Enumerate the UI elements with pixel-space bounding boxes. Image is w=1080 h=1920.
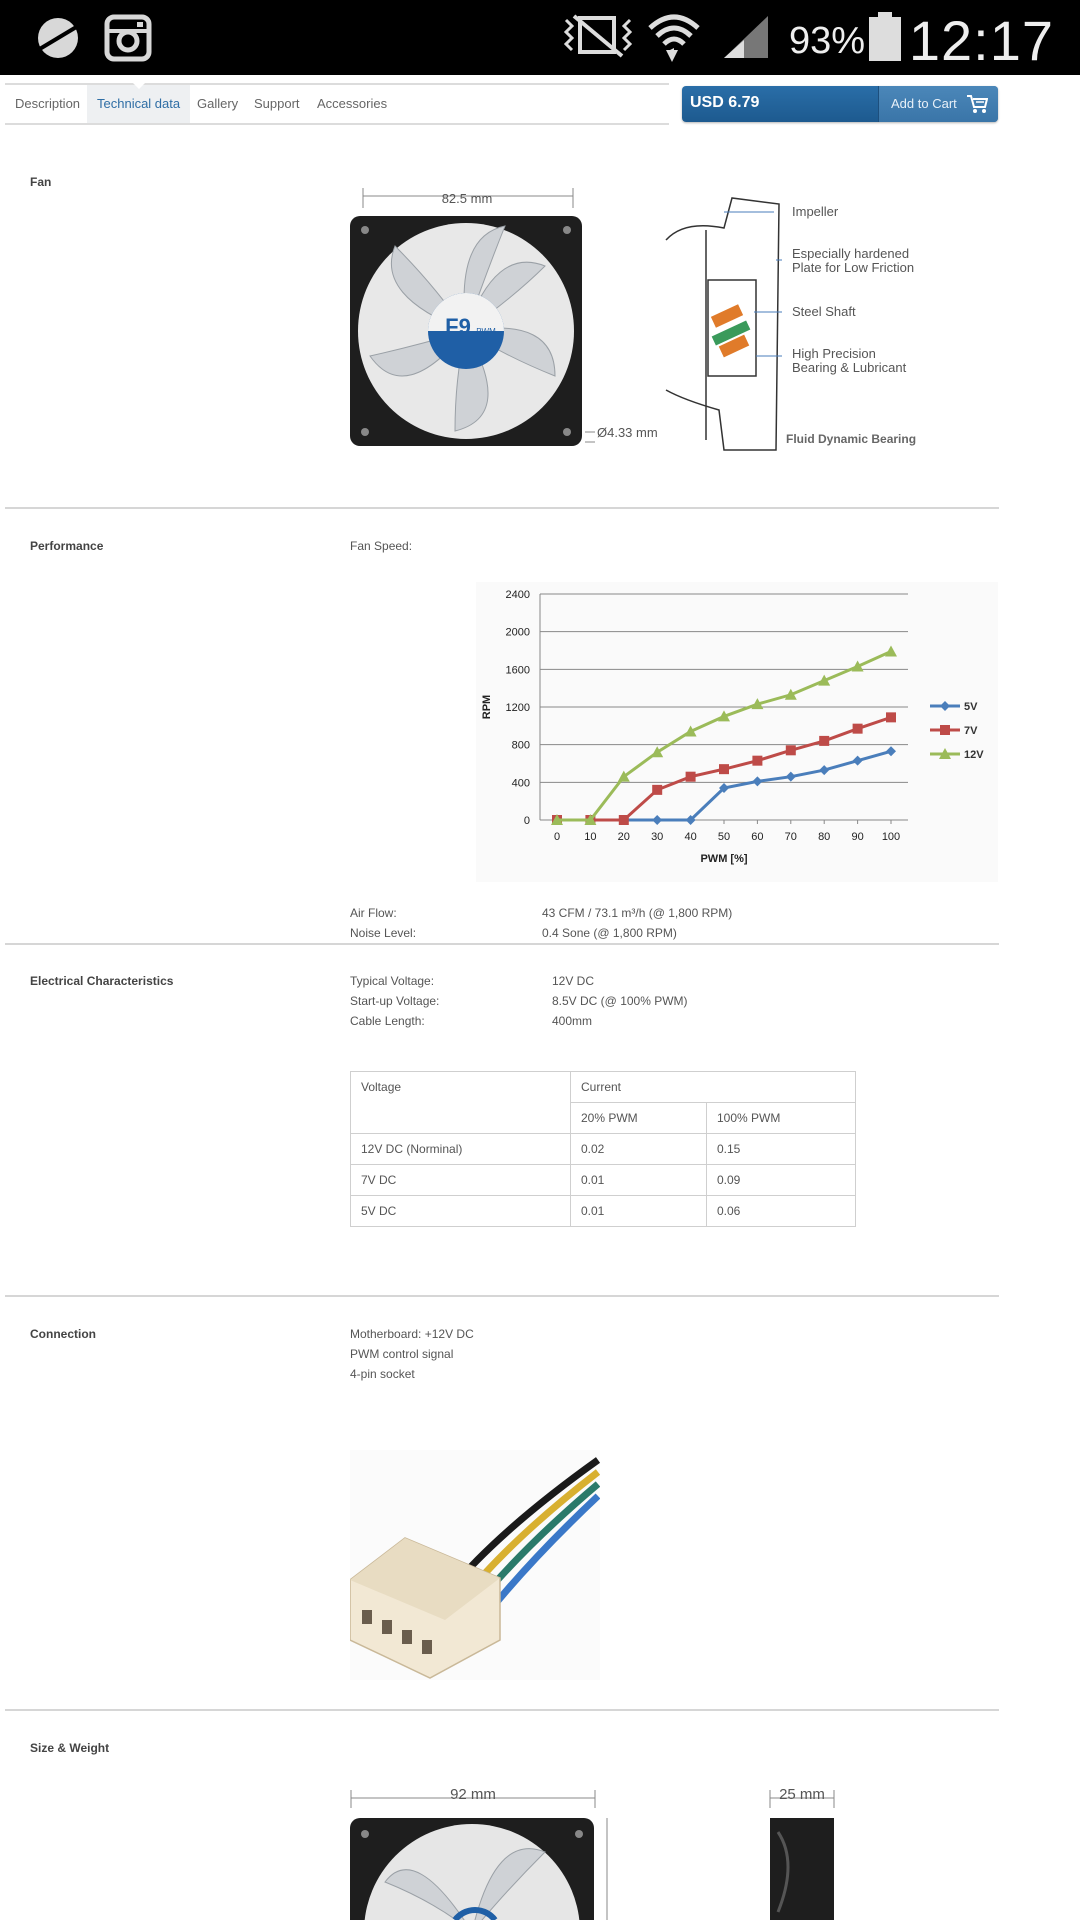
instagram-icon <box>104 14 152 67</box>
table-header-current: Current <box>571 1072 856 1103</box>
tab-support[interactable]: Support <box>254 96 300 111</box>
add-to-cart-label: Add to Cart <box>891 96 957 111</box>
y-tick-label: 0 <box>523 815 530 827</box>
data-point <box>786 772 796 782</box>
section-title-connection: Connection <box>30 1327 96 1341</box>
x-tick-label: 60 <box>751 831 764 843</box>
data-point <box>886 712 896 722</box>
data-point <box>940 701 950 711</box>
x-tick-label: 70 <box>784 831 797 843</box>
table-row <box>351 1196 856 1227</box>
status-bar <box>0 0 1080 75</box>
battery-percent: 93% <box>788 20 865 62</box>
size-width-label: 92 mm <box>450 1786 496 1803</box>
x-tick-label: 0 <box>553 831 561 843</box>
table-row <box>351 1134 856 1165</box>
section-title-fan: Fan <box>30 175 52 189</box>
bearing-caption: Fluid Dynamic Bearing <box>786 432 917 446</box>
table-subheader: 20% PWM <box>571 1103 707 1134</box>
connection-line: 4-pin socket <box>350 1367 415 1381</box>
mute-vibrate-icon <box>562 12 634 63</box>
bearing-precision-label-1: High Precision <box>792 346 876 361</box>
tab-technical-data[interactable]: Technical data <box>87 85 190 123</box>
data-point <box>752 756 762 766</box>
table-cell: 7V DC <box>351 1165 571 1196</box>
spec-label: Start-up Voltage: <box>350 994 440 1008</box>
bearing-shaft-label: Steel Shaft <box>792 304 856 319</box>
section-title-size: Size & Weight <box>30 1741 110 1755</box>
table-cell: 0.06 <box>707 1196 856 1227</box>
section-title-electrical: Electrical Characteristics <box>30 974 174 988</box>
table-cell: 0.15 <box>707 1134 856 1165</box>
bearing-plate-label-2: Plate for Low Friction <box>792 260 915 275</box>
x-tick-label: 40 <box>684 831 697 843</box>
data-point <box>619 815 629 825</box>
data-point <box>940 725 950 735</box>
y-tick-label: 800 <box>511 739 530 752</box>
data-point <box>853 724 863 734</box>
fan-size-drawing <box>345 1782 625 1920</box>
x-tick-label: 90 <box>851 831 864 843</box>
divider <box>5 943 999 945</box>
wifi-icon <box>646 10 702 69</box>
table-row <box>351 1072 856 1103</box>
connection-line: PWM control signal <box>350 1347 454 1361</box>
air-flow-label: Air Flow: <box>350 906 397 920</box>
fan-front-drawing <box>345 186 675 452</box>
legend-label: 12V <box>964 749 984 761</box>
y-tick-label: 400 <box>511 777 530 790</box>
table-cell: 0.01 <box>571 1165 707 1196</box>
y-axis-label: RPM <box>481 694 493 720</box>
price-box <box>682 86 998 122</box>
spec-value: 12V DC <box>552 974 595 988</box>
fan-speed-chart <box>476 582 998 882</box>
fan-depth-drawing <box>760 1782 850 1920</box>
y-tick-label: 2400 <box>505 589 530 601</box>
data-point <box>819 765 829 775</box>
x-tick-label: 100 <box>881 831 901 843</box>
connection-line: Motherboard: +12V DC <box>350 1327 474 1341</box>
add-to-cart-button[interactable] <box>878 86 998 122</box>
signal-icon <box>722 14 770 65</box>
cart-icon <box>966 94 988 114</box>
tab-description[interactable]: Description <box>15 96 81 111</box>
noise-level-label: Noise Level: <box>350 926 417 940</box>
data-point <box>719 764 729 774</box>
x-axis-label: PWM [%] <box>700 853 748 865</box>
spec-value: 8.5V DC (@ 100% PWM) <box>552 994 688 1008</box>
divider <box>5 507 999 509</box>
air-flow-value: 43 CFM / 73.1 m³/h (@ 1,800 RPM) <box>542 906 733 920</box>
noise-level-value: 0.4 Sone (@ 1,800 RPM) <box>542 926 677 940</box>
fan-width-label: 82.5 mm <box>441 191 493 206</box>
battery-icon <box>868 12 902 67</box>
table-cell: 0.01 <box>571 1196 707 1227</box>
table-header-voltage: Voltage <box>351 1072 571 1134</box>
tab-bar <box>5 83 669 125</box>
data-point <box>885 645 897 656</box>
table-cell: 5V DC <box>351 1196 571 1227</box>
fan-hub-brand: F9 <box>445 314 471 339</box>
current-table <box>350 1071 856 1227</box>
data-point <box>686 772 696 782</box>
x-tick-label: 80 <box>818 831 831 843</box>
y-tick-label: 1200 <box>505 702 530 714</box>
spec-value: 400mm <box>552 1014 593 1028</box>
data-point <box>652 785 662 795</box>
connector-image <box>350 1450 600 1680</box>
section-title-performance: Performance <box>30 539 104 553</box>
planet-icon <box>34 14 82 67</box>
x-tick-label: 50 <box>717 831 731 843</box>
x-tick-label: 30 <box>651 831 664 843</box>
legend-label: 5V <box>964 701 978 713</box>
fan-speed-label: Fan Speed: <box>350 539 413 553</box>
fan-hole-label: Ø4.33 mm <box>597 425 658 440</box>
bearing-precision-label-2: Bearing & Lubricant <box>792 360 907 375</box>
spec-label: Cable Length: <box>350 1014 425 1028</box>
x-tick-label: 10 <box>584 831 597 843</box>
table-subheader: 100% PWM <box>707 1103 856 1134</box>
fan-hub-sub: PWM <box>476 327 496 336</box>
price-value: USD 6.79 <box>690 94 760 111</box>
data-point <box>853 756 863 766</box>
bearing-diagram <box>664 190 944 455</box>
divider <box>5 1295 999 1297</box>
x-tick-label: 20 <box>617 831 630 843</box>
table-cell: 12V DC (Norminal) <box>351 1134 571 1165</box>
tab-accessories[interactable]: Accessories <box>317 96 388 111</box>
data-point <box>819 736 829 746</box>
table-cell: 0.02 <box>571 1134 707 1165</box>
data-point <box>886 746 896 756</box>
bearing-plate-label-1: Especially hardened <box>792 246 910 261</box>
spec-label: Typical Voltage: <box>350 974 435 988</box>
data-point <box>652 815 662 825</box>
table-cell: 0.09 <box>707 1165 856 1196</box>
clock: 12:17 <box>908 9 1054 72</box>
data-point <box>752 776 762 786</box>
bearing-impeller-label: Impeller <box>792 204 839 219</box>
tab-gallery[interactable]: Gallery <box>197 96 239 111</box>
y-tick-label: 1600 <box>505 664 530 677</box>
y-tick-label: 2000 <box>505 626 530 639</box>
size-depth-label: 25 mm <box>779 1786 825 1803</box>
legend-label: 7V <box>964 725 978 737</box>
table-row <box>351 1165 856 1196</box>
divider <box>5 1709 999 1711</box>
data-point <box>786 745 796 755</box>
